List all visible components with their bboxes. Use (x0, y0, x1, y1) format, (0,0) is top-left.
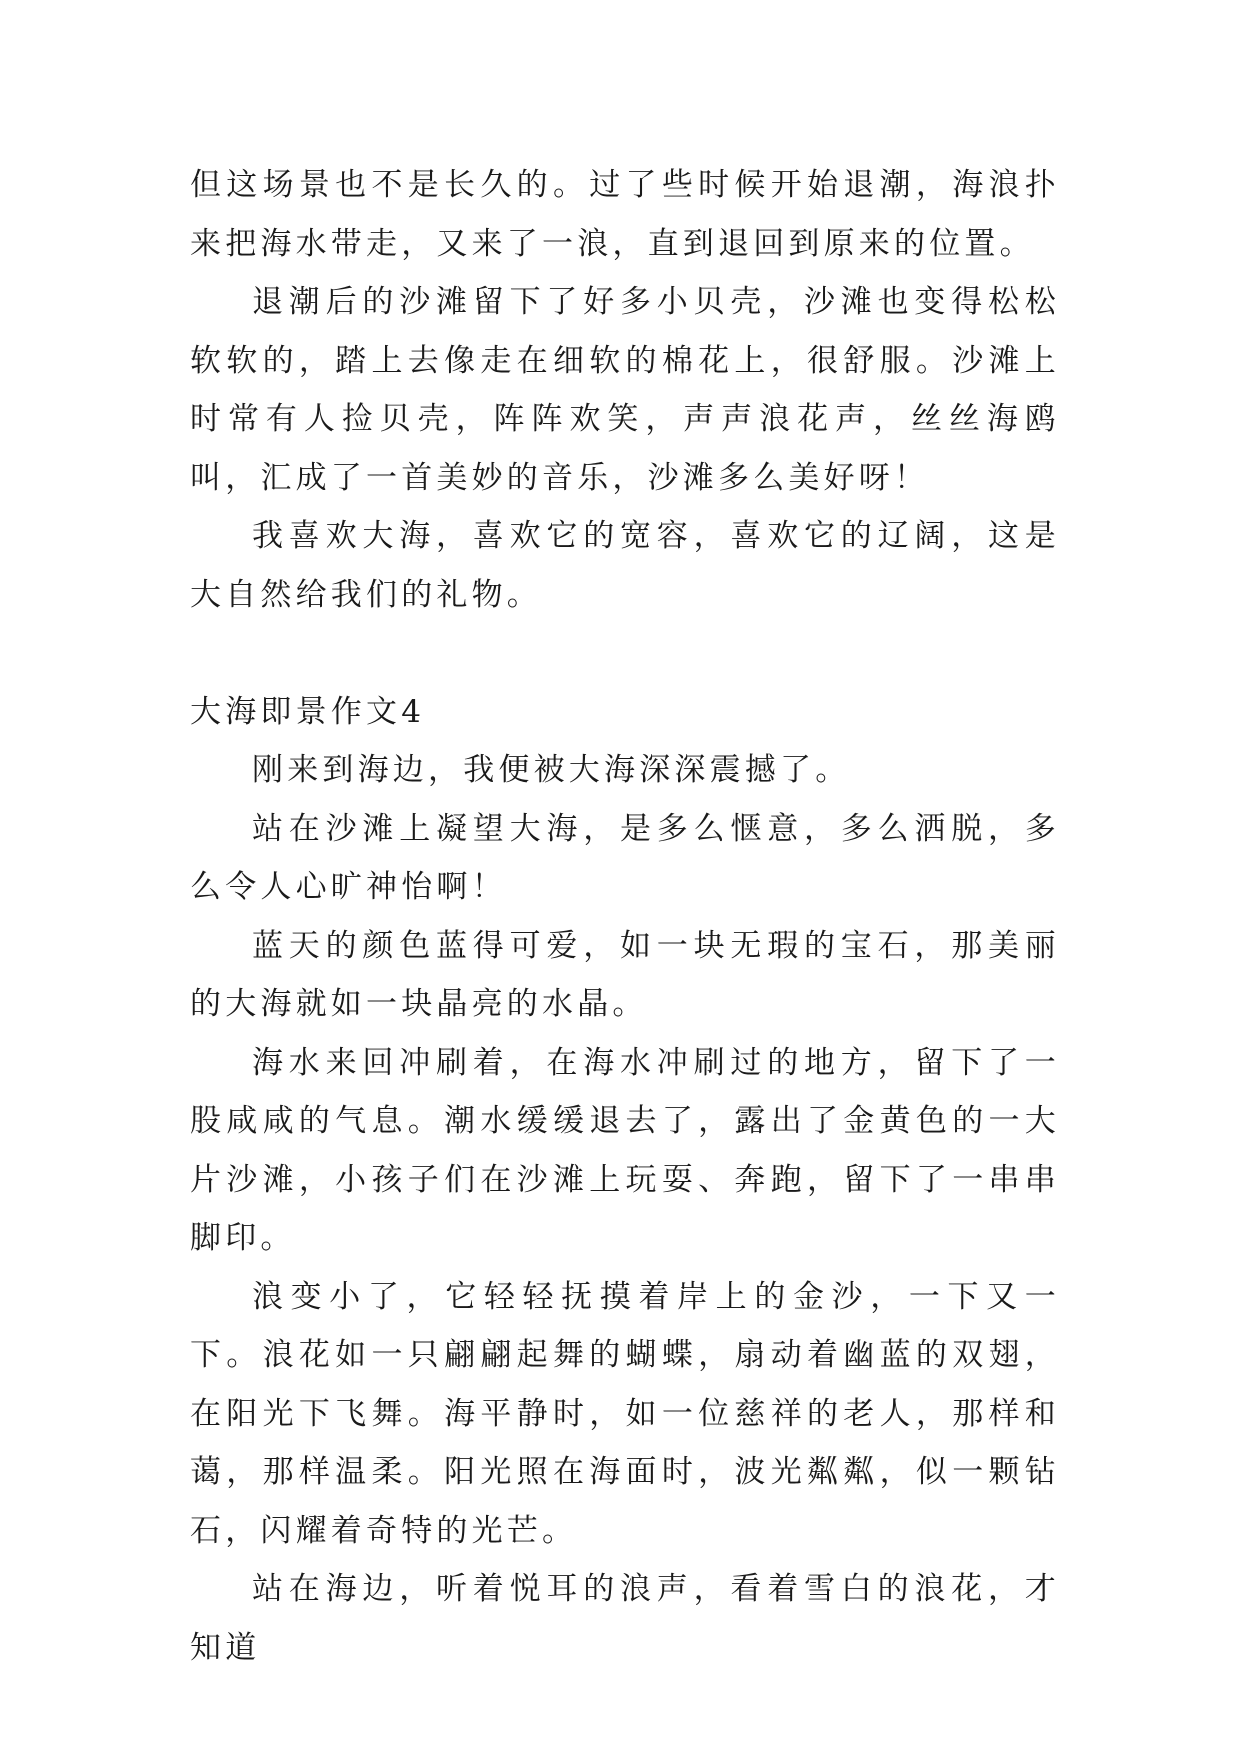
paragraph: 浪变小了，它轻轻抚摸着岸上的金沙，一下又一下。浪花如一只翩翩起舞的蝴蝶，扇动着幽蓝的双翅，在阳光下飞舞。海平静时，如一位慈祥的老人，那样和蔼，那样温柔。阳光照在海面时，波光粼粼，似一颗钻石，闪耀着奇特的光芒。 (190, 1278, 1060, 1549)
section-gap (190, 624, 1060, 683)
paragraph: 刚来到海边，我便被大海深深震撼了。 (252, 752, 851, 788)
paragraph: 海水来回冲刷着，在海水冲刷过的地方，留下了一股咸咸的气息。潮水缓缓退去了，露出了金黄色的一大片沙滩，小孩子们在沙滩上玩耍、奔跑，留下了一串串脚印。 (190, 1044, 1060, 1256)
document-body (190, 156, 1060, 1677)
paragraph: 站在沙滩上凝望大海，是多么惬意，多么洒脱，多么令人心旷神怡啊！ (190, 810, 1060, 905)
paragraph: 但这场景也不是长久的。过了些时候开始退潮，海浪扑来把海水带走，又来了一浪，直到退回到原来的位置。 (190, 167, 1060, 262)
paragraph: 我喜欢大海，喜欢它的宽容，喜欢它的辽阔，这是大自然给我们的礼物。 (190, 518, 1060, 613)
paragraph: 蓝天的颜色蓝得可爱，如一块无瑕的宝石，那美丽的大海就如一块晶亮的水晶。 (190, 927, 1060, 1022)
paragraph: 退潮后的沙滩留下了好多小贝壳，沙滩也变得松松软软的，踏上去像走在细软的棉花上，很舒服。沙滩上时常有人捡贝壳，阵阵欢笑，声声浪花声，丝丝海鸥叫，汇成了一首美妙的音乐，沙滩多么美好呀！ (190, 284, 1060, 496)
paragraph: 站在海边，听着悦耳的浪声，看着雪白的浪花，才知道 (190, 1571, 1060, 1666)
essay-title: 大海即景作文4 (190, 693, 426, 730)
